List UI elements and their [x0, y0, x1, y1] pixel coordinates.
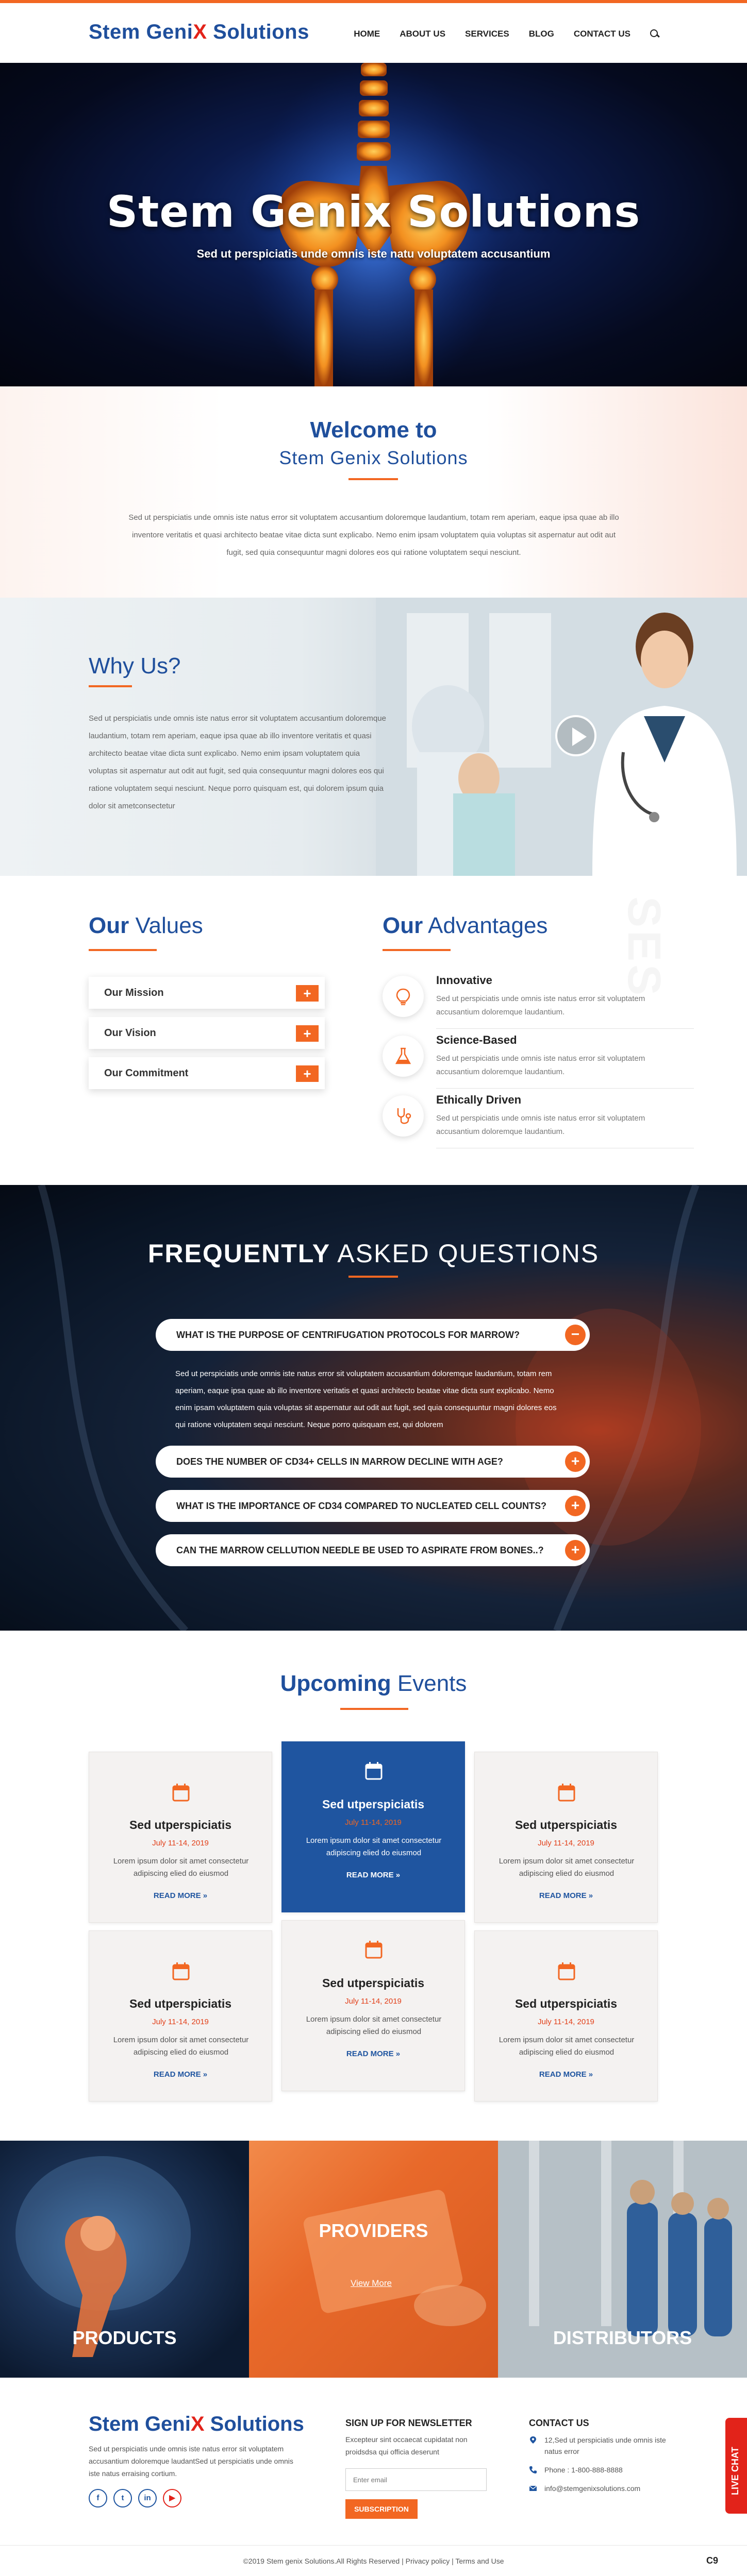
- welcome-title: Welcome to: [310, 417, 437, 443]
- phone-text: Phone : 1-800-888-8888: [544, 2466, 623, 2474]
- event-text: Lorem ipsum dolor sit amet consectetur adipiscing elied do eiusmod: [306, 1836, 442, 1857]
- contact-email: [529, 2483, 640, 2494]
- read-more-link[interactable]: READ MORE »: [346, 2049, 401, 2058]
- events-section: [0, 1631, 747, 2141]
- view-more-link[interactable]: View More: [351, 2278, 392, 2288]
- value-label: Our Vision: [104, 1027, 156, 1039]
- youtube-icon[interactable]: ▶: [163, 2489, 181, 2507]
- advantages-title: [383, 913, 547, 939]
- watermark: SES: [618, 896, 670, 999]
- newsletter-text: Excepteur sint occaecat cupidatat non proidsdsa qui officia deserunt: [345, 2435, 468, 2456]
- divider: [436, 1028, 694, 1029]
- faq-divider: [348, 1276, 398, 1278]
- nav-about-us[interactable]: ABOUT US: [400, 29, 446, 39]
- calendar-icon: [556, 1961, 577, 1981]
- events-title-light: Events: [391, 1671, 467, 1696]
- nav-contact-us[interactable]: CONTACT US: [573, 29, 630, 39]
- nav-services[interactable]: SERVICES: [465, 29, 509, 39]
- products-label: PRODUCTS: [72, 2327, 177, 2348]
- main-nav: [354, 29, 659, 39]
- read-more-link[interactable]: READ MORE »: [153, 1891, 208, 1900]
- event-card[interactable]: [281, 1920, 465, 2091]
- event-date: July 11-14, 2019: [152, 1839, 209, 1848]
- faq-question[interactable]: [156, 1490, 590, 1522]
- advantage-text: Sed ut perspiciatis unde omnis iste natus error sit voluptatem accusantium doloremque laudantium.: [436, 994, 645, 1016]
- event-title: Sed utperspiciatis: [514, 1997, 618, 2010]
- faq-title-light: ASKED QUESTIONS: [330, 1239, 600, 1268]
- why-title: [89, 653, 180, 679]
- read-more-link[interactable]: READ MORE »: [346, 1871, 401, 1879]
- welcome-text: Sed ut perspiciatis unde omnis iste natus error sit voluptatem accusantium doloremque laudantium, totam rem aperiam, eaque ipsa quae ab illo inventore veritatis et quasi architecto beatae vitae dicta sunt explicabo. Nemo enim ipsam voluptatem quia voluptas sit aspernatur aut odit aut fugit, sed quia consequuntur magni dolores eos qui ratione voluptatem sequi nesciunt.: [128, 513, 619, 557]
- advantage-text: Sed ut perspiciatis unde omnis iste natus error sit voluptatem accusantium doloremque laudantium.: [436, 1054, 645, 1076]
- faq-answer: Sed ut perspiciatis unde omnis iste natus error sit voluptatem accusantium doloremque laudantium, totam rem aperiam, eaque ipsa quae ab illo inventore veritatis et quasi architecto beatae vitae dicta sunt explicabo. Nemo enim ipsam voluptatem quia voluptas sit aspernatur aut odit aut fugit, sed quia consequuntur magni dolores eos qui ratione voluptatem sequi nesciunt. Neque porro quisquam est, qui dolorem: [175, 1369, 557, 1429]
- event-date: July 11-14, 2019: [538, 2018, 594, 2026]
- linkedin-icon[interactable]: in: [138, 2489, 157, 2507]
- faq-question[interactable]: [156, 1534, 590, 1566]
- event-date: July 11-14, 2019: [152, 2018, 209, 2026]
- expand-button[interactable]: +: [565, 1451, 586, 1472]
- values-title: [89, 913, 203, 939]
- faq-question-text: WHAT IS THE IMPORTANCE OF CD34 COMPARED TO NUCLEATED CELL COUNTS?: [176, 1501, 547, 1511]
- logo-geni: Geni: [146, 21, 193, 43]
- value-item-vision[interactable]: [89, 1017, 325, 1049]
- expand-button[interactable]: +: [565, 1496, 586, 1516]
- event-date: July 11-14, 2019: [345, 1997, 402, 2006]
- faq-title-bold: FREQUENTLY: [147, 1239, 331, 1268]
- welcome-divider: [348, 478, 398, 480]
- read-more-link[interactable]: READ MORE »: [539, 2070, 593, 2079]
- address-text: 12,Sed ut perspiciatis unde omnis iste natus error: [544, 2436, 666, 2455]
- why-title-light: Us?: [134, 653, 181, 679]
- site-header: [0, 0, 747, 63]
- nav-blog[interactable]: BLOG: [528, 29, 554, 39]
- hero-subtitle: Sed ut perspiciatis unde omnis iste natu voluptatem accusantium: [196, 247, 551, 260]
- event-card[interactable]: [474, 1930, 658, 2102]
- distributors-tile[interactable]: [498, 2141, 747, 2378]
- location-icon: [529, 2436, 537, 2444]
- subscribe-button[interactable]: SUBSCRIPTION: [345, 2499, 418, 2519]
- site-footer: [0, 2378, 747, 2545]
- email-text[interactable]: info@stemgenixsolutions.com: [544, 2484, 641, 2493]
- logo-x: X: [190, 2413, 205, 2435]
- events-title: [0, 1671, 747, 1697]
- category-tiles: [0, 2141, 747, 2378]
- event-text: Lorem ipsum dolor sit amet consectetur adipiscing elied do eiusmod: [306, 2015, 442, 2036]
- calendar-icon: [363, 1760, 384, 1781]
- providers-label: PROVIDERS: [319, 2220, 428, 2241]
- event-date: July 11-14, 2019: [538, 1839, 594, 1848]
- values-title-light: Values: [129, 913, 203, 938]
- event-title: Sed utperspiciatis: [322, 1798, 425, 1811]
- twitter-icon[interactable]: t: [113, 2489, 132, 2507]
- logo-geni: Geni: [144, 2413, 191, 2435]
- event-card-featured[interactable]: [281, 1741, 465, 1912]
- search-icon[interactable]: [650, 29, 659, 39]
- live-chat-label: LIVE CHAT: [730, 2447, 740, 2495]
- facebook-icon[interactable]: f: [89, 2489, 107, 2507]
- hero-banner: [0, 63, 747, 386]
- play-video-button[interactable]: [555, 715, 596, 756]
- value-item-commitment[interactable]: [89, 1057, 325, 1089]
- faq-question-text: CAN THE MARROW CELLUTION NEEDLE BE USED TO ASPIRATE FROM BONES..?: [176, 1545, 544, 1555]
- why-text: Sed ut perspiciatis unde omnis iste natus error sit voluptatem accusantium doloremque laudantium, totam rem aperiam, eaque ipsa quae ab illo inventore veritatis et quasi architecto beatae vitae dicta sunt explicabo. Nemo enim ipsam voluptatem quia voluptas sit aspernatur aut odit aut fugit, sed quia consequuntur magni dolores eos qui ratione voluptatem sequi nesciunt. Neque porro quisquam est, qui dolorem ipsum quia dolor sit ametconsectetur: [89, 714, 386, 810]
- welcome-subtitle: Stem Genix Solutions: [279, 447, 468, 468]
- contact-title: CONTACT US: [529, 2418, 589, 2428]
- events-divider: [340, 1708, 408, 1710]
- logo-stem: Stem: [89, 21, 146, 43]
- expand-button[interactable]: +: [565, 1540, 586, 1561]
- advantage-title: Innovative: [436, 974, 492, 987]
- read-more-link[interactable]: READ MORE »: [153, 2070, 208, 2079]
- values-advantages-section: [0, 876, 747, 1185]
- events-title-bold: Upcoming: [280, 1671, 391, 1696]
- faq-question[interactable]: [156, 1319, 590, 1351]
- faq-question[interactable]: [156, 1446, 590, 1478]
- value-label: Our Mission: [104, 987, 164, 998]
- event-date: July 11-14, 2019: [345, 1818, 402, 1827]
- event-text: Lorem ipsum dolor sit amet consectetur adipiscing elied do eiusmod: [499, 1857, 635, 1878]
- divider: [436, 1088, 694, 1089]
- faq-question-text: WHAT IS THE PURPOSE OF CENTRIFUGATION PROTOCOLS FOR MARROW?: [176, 1330, 520, 1340]
- stethoscope-icon: [383, 1095, 424, 1137]
- expand-button[interactable]: +: [296, 1065, 319, 1082]
- event-title: Sed utperspiciatis: [514, 1818, 618, 1832]
- hero-title: Stem Genix Solutions: [106, 187, 641, 237]
- mail-icon: [529, 2484, 537, 2493]
- tablet-image: [249, 2141, 498, 2378]
- value-label: Our Commitment: [104, 1067, 189, 1079]
- read-more-link[interactable]: READ MORE »: [539, 1891, 593, 1900]
- event-text: Lorem ipsum dolor sit amet consectetur adipiscing elied do eiusmod: [113, 1857, 249, 1878]
- lightbulb-icon: [383, 976, 424, 1017]
- event-title: Sed utperspiciatis: [322, 1976, 425, 1990]
- logo-x: X: [193, 21, 207, 43]
- advantages-divider: [383, 949, 451, 951]
- logo-solutions: Solutions: [204, 2413, 304, 2435]
- providers-tile[interactable]: [249, 2141, 498, 2378]
- footer-about-text: Sed ut perspiciatis unde omnis iste natus error sit voluptatem accusantium doloremque laudantSed ut perspiciatis unde omnis iste natus erraising cortium.: [89, 2445, 293, 2478]
- faq-question-text: DOES THE NUMBER OF CD34+ CELLS IN MARROW DECLINE WITH AGE?: [176, 1456, 503, 1467]
- why-us-section: [0, 598, 747, 876]
- newsletter-email-input[interactable]: [345, 2468, 487, 2491]
- calendar-icon: [171, 1782, 191, 1803]
- event-title: Sed utperspiciatis: [129, 1818, 232, 1832]
- flask-icon: [383, 1036, 424, 1077]
- faq-section: [0, 1185, 747, 1631]
- expand-button[interactable]: +: [296, 1025, 319, 1042]
- value-item-mission[interactable]: [89, 977, 325, 1009]
- c9-badge: C9: [706, 2555, 719, 2566]
- advantages-title-bold: Our: [383, 913, 423, 938]
- faq-title: [0, 1239, 747, 1268]
- logo-stem: Stem: [89, 2413, 145, 2435]
- advantages-title-light: Advantages: [423, 913, 548, 938]
- calendar-icon: [171, 1961, 191, 1981]
- distributors-label: DISTRIBUTORS: [553, 2327, 692, 2348]
- event-card[interactable]: [89, 1930, 272, 2102]
- advantage-text: Sed ut perspiciatis unde omnis iste natus error sit voluptatem accusantium doloremque laudantium.: [436, 1114, 645, 1136]
- why-title-bold: Why: [89, 653, 134, 679]
- values-title-bold: Our: [89, 913, 129, 938]
- footer-logo[interactable]: [89, 2413, 304, 2436]
- event-title: Sed utperspiciatis: [129, 1997, 232, 2010]
- event-card[interactable]: [474, 1752, 658, 1923]
- phone-icon: [529, 2466, 537, 2474]
- welcome-section: [0, 386, 747, 598]
- contact-phone: [529, 2464, 623, 2476]
- calendar-icon: [556, 1782, 577, 1803]
- event-text: Lorem ipsum dolor sit amet consectetur adipiscing elied do eiusmod: [499, 2036, 635, 2057]
- why-divider: [89, 685, 132, 687]
- copyright-bar: ©2019 Stem genix Solutions.All Rights Reserved | Privacy policy | Terms and Use: [0, 2545, 747, 2576]
- products-tile[interactable]: [0, 2141, 249, 2378]
- site-logo[interactable]: [89, 21, 309, 44]
- event-text: Lorem ipsum dolor sit amet consectetur adipiscing elied do eiusmod: [113, 2036, 249, 2057]
- nav-home[interactable]: HOME: [354, 29, 380, 39]
- event-card[interactable]: [89, 1752, 272, 1923]
- advantage-title: Ethically Driven: [436, 1093, 522, 1106]
- contact-address: [529, 2434, 684, 2457]
- live-chat-button[interactable]: [725, 2418, 747, 2514]
- values-divider: [89, 949, 157, 951]
- advantage-title: Science-Based: [436, 1033, 517, 1046]
- expand-button[interactable]: +: [296, 985, 319, 1002]
- collapse-button[interactable]: −: [565, 1325, 586, 1345]
- social-links: [89, 2489, 181, 2507]
- newsletter-title: SIGN UP FOR NEWSLETTER: [345, 2418, 472, 2428]
- calendar-icon: [363, 1939, 384, 1960]
- logo-solutions: Solutions: [207, 21, 309, 43]
